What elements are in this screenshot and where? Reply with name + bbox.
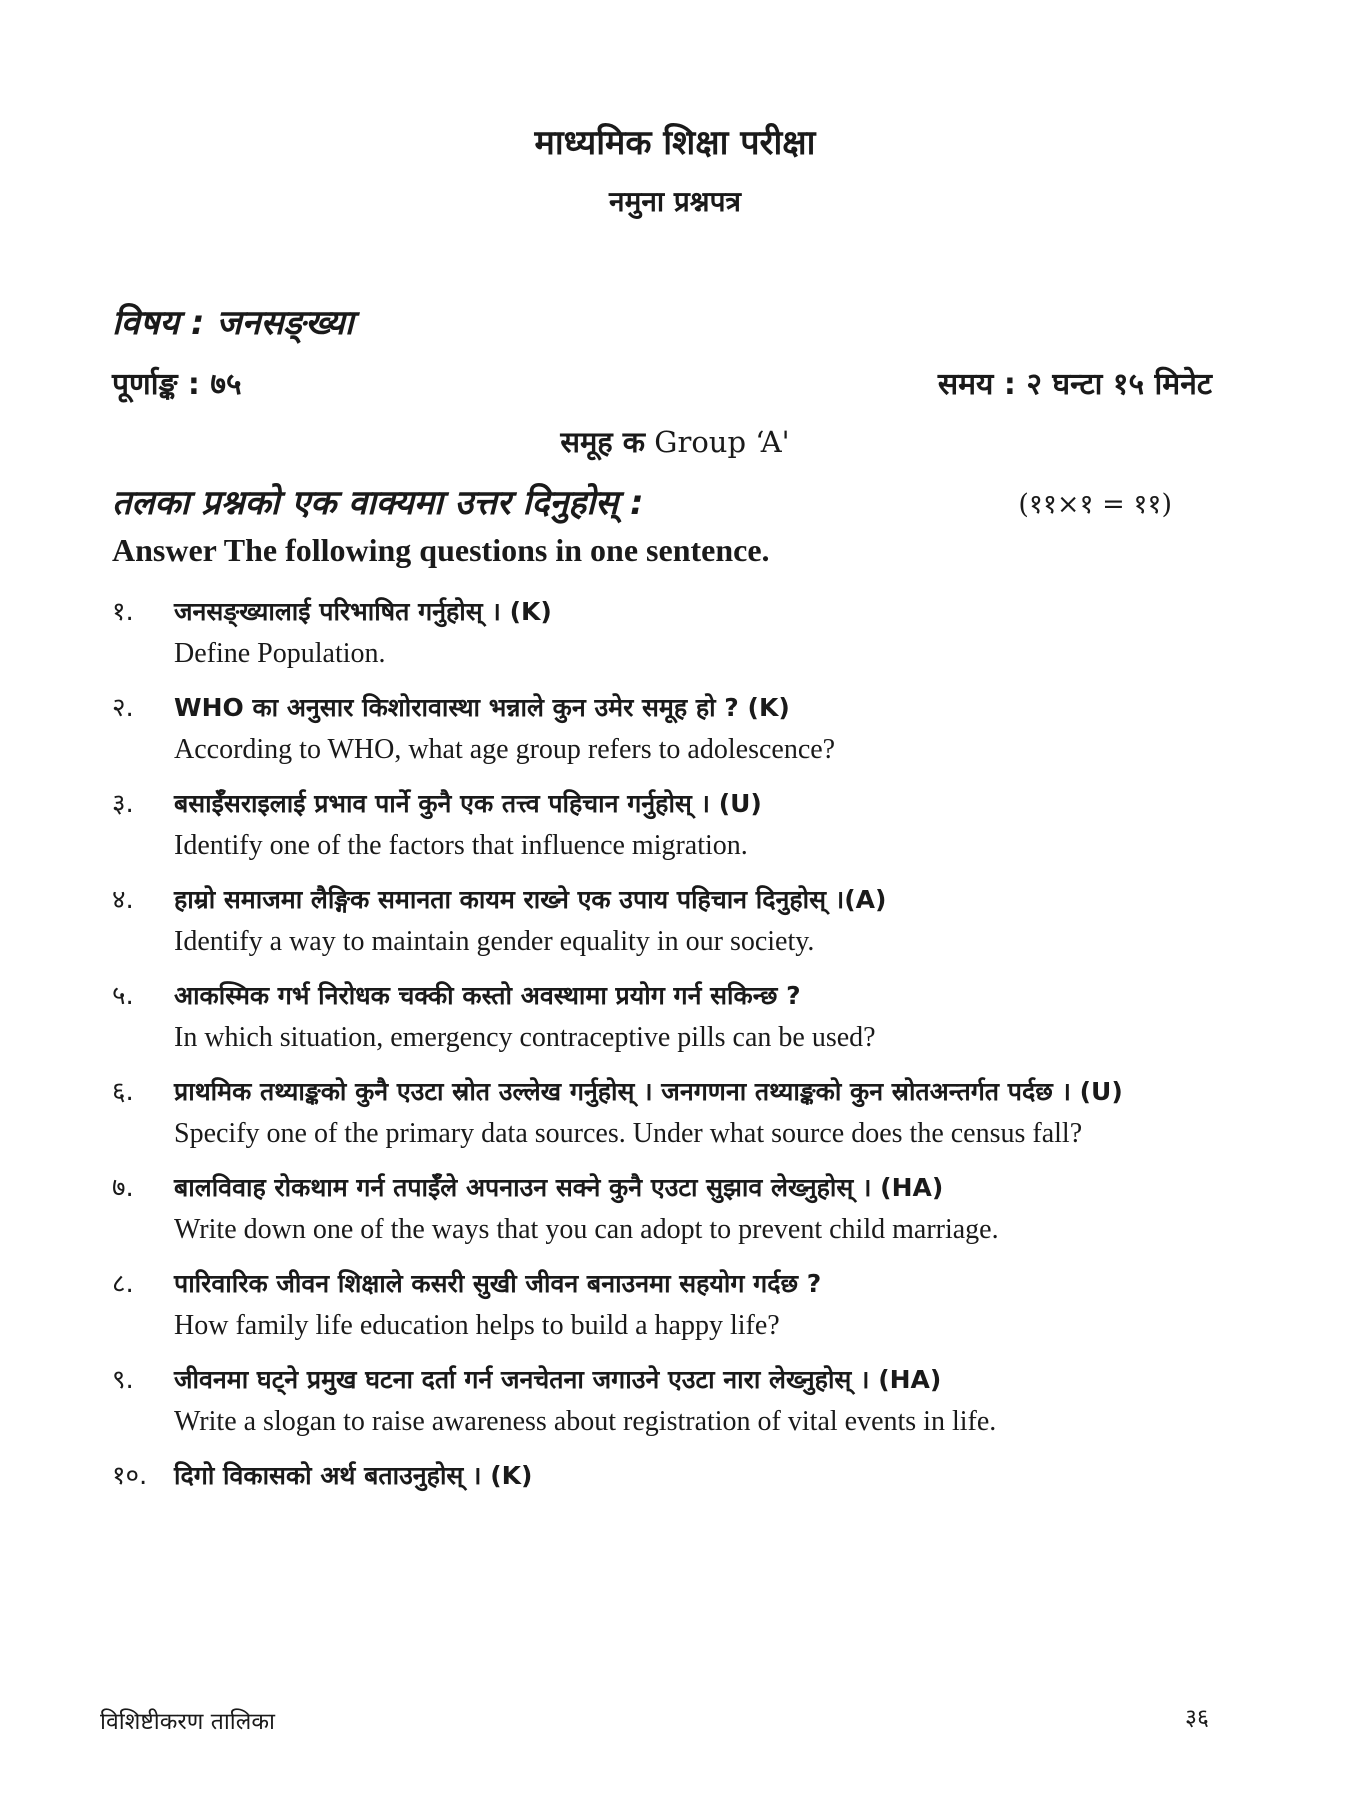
group-label-en: Group ‘A' bbox=[654, 425, 790, 459]
question-text-en: Identify one of the factors that influence migration. bbox=[174, 830, 748, 861]
question-text-np: आकस्मिक गर्भ निरोधक चक्की कस्तो अवस्थामा प्रयोग गर्न सकिन्छ ? bbox=[174, 981, 801, 1010]
question-number: २. bbox=[112, 693, 134, 723]
question-text-np: जीवनमा घट्ने प्रमुख घटना दर्ता गर्न जनचेतना जगाउने एउटा नारा लेख्नुहोस् । (HA) bbox=[174, 1365, 942, 1394]
question-text-en: Write down one of the ways that you can adopt to prevent child marriage. bbox=[174, 1214, 999, 1245]
page-subtitle: नमुना प्रश्नपत्र bbox=[609, 185, 741, 218]
question-text-en: Write a slogan to raise awareness about registration of vital events in life. bbox=[174, 1406, 997, 1437]
question-number: ८. bbox=[112, 1269, 134, 1299]
question-item bbox=[112, 1262, 1192, 1346]
question-text-np: दिगो विकासको अर्थ बताउनुहोस् । (K) bbox=[174, 1461, 533, 1490]
question-text-np: प्राथमिक तथ्याङ्कको कुनै एउटा स्रोत उल्लेख गर्नुहोस् । जनगणना तथ्याङ्कको कुन स्रोतअन्तर्गत पर्दछ । (U) bbox=[174, 1077, 1123, 1106]
group-label-np: समूह क bbox=[560, 425, 646, 459]
question-item bbox=[112, 590, 1192, 674]
question-number: ५. bbox=[112, 981, 134, 1011]
question-number: ३. bbox=[112, 789, 134, 819]
full-marks: पूर्णाङ्क : ७५ bbox=[112, 367, 242, 402]
question-number: ७. bbox=[112, 1173, 134, 1203]
question-number: १०. bbox=[112, 1461, 148, 1491]
subject-heading: विषय : जनसङ्ख्या bbox=[112, 303, 354, 343]
instruction-np-row bbox=[112, 478, 1172, 524]
question-text-en: According to WHO, what age group refers to adolescence? bbox=[174, 734, 836, 765]
question-item bbox=[112, 974, 1192, 1058]
marks-formula: (११×१ = ११) bbox=[1018, 489, 1172, 520]
question-text-np: WHO का अनुसार किशोरावास्था भन्नाले कुन उमेर समूह हो ? (K) bbox=[174, 693, 790, 722]
question-item bbox=[112, 1166, 1192, 1250]
question-text-np: बालविवाह रोकथाम गर्न तपाईँले अपनाउन सक्ने कुनै एउटा सुझाव लेख्नुहोस् । (HA) bbox=[174, 1173, 944, 1202]
question-item bbox=[112, 1454, 1192, 1498]
group-heading bbox=[0, 422, 1350, 461]
question-number: ९. bbox=[112, 1365, 134, 1395]
question-text-en: Specify one of the primary data sources. Under what source does the census fall? bbox=[174, 1118, 1083, 1149]
question-item bbox=[112, 782, 1192, 866]
question-text-en: How family life education helps to build a happy life? bbox=[174, 1310, 780, 1341]
question-text-np: जनसङ्ख्यालाई परिभाषित गर्नुहोस् । (K) bbox=[174, 597, 552, 626]
instruction-en: Answer The following questions in one sentence. bbox=[112, 532, 770, 568]
question-list bbox=[112, 590, 1192, 1510]
question-number: १. bbox=[112, 597, 134, 627]
page-number: ३६ bbox=[1185, 1705, 1209, 1731]
question-text-en: Define Population. bbox=[174, 638, 386, 669]
question-item bbox=[112, 878, 1192, 962]
question-text-np: हाम्रो समाजमा लैङ्गिक समानता कायम राख्ने एक उपाय पहिचान दिनुहोस् ।(A) bbox=[174, 885, 887, 914]
footer-label: विशिष्टीकरण तालिका bbox=[100, 1709, 275, 1735]
question-item bbox=[112, 1070, 1192, 1154]
page-title: माध्यमिक शिक्षा परीक्षा bbox=[534, 123, 816, 163]
exam-time: समय : २ घन्टा १५ मिनेट bbox=[937, 367, 1212, 402]
question-text-np: पारिवारिक जीवन शिक्षाले कसरी सुखी जीवन बनाउनमा सहयोग गर्दछ ? bbox=[174, 1269, 822, 1298]
question-text-en: In which situation, emergency contraceptive pills can be used? bbox=[174, 1022, 876, 1053]
question-number: ६. bbox=[112, 1077, 134, 1107]
question-item bbox=[112, 686, 1192, 770]
instruction-np: तलका प्रश्नको एक वाक्यमा उत्तर दिनुहोस् : bbox=[112, 483, 644, 523]
question-text-en: Identify a way to maintain gender equality in our society. bbox=[174, 926, 815, 957]
question-number: ४. bbox=[112, 885, 134, 915]
question-item bbox=[112, 1358, 1192, 1442]
question-text-np: बसाईँसराइलाई प्रभाव पार्ने कुनै एक तत्त्व पहिचान गर्नुहोस् । (U) bbox=[174, 789, 762, 818]
